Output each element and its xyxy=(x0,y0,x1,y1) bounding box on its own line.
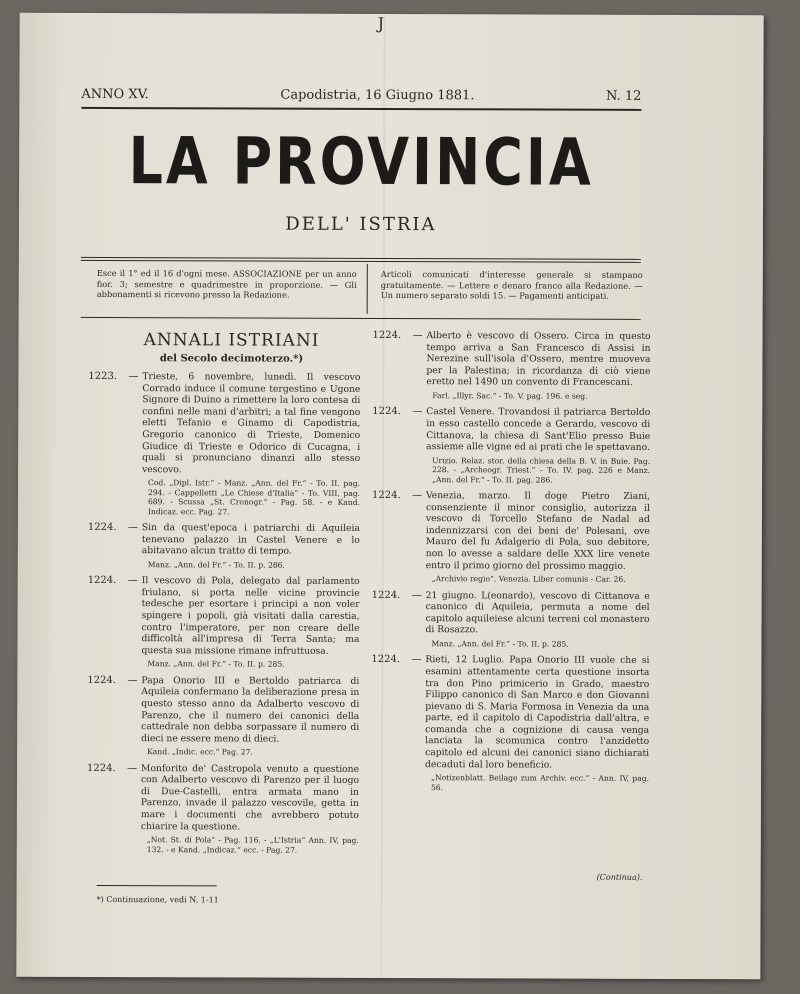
annal-entry xyxy=(372,490,650,585)
entry-source: Manz. „Ann. del Fr.“ - To. II. p. 286. xyxy=(147,559,285,570)
header-rule-top-2 xyxy=(81,260,641,263)
entry-source: Kand. „Indic. ecc.“ Pag. 27. xyxy=(147,747,253,757)
entry-year: 1224. xyxy=(87,521,117,534)
entry-dash: — xyxy=(128,371,139,383)
continued-note: (Continua). xyxy=(596,872,643,882)
entry-dash: — xyxy=(412,330,423,342)
annal-entry xyxy=(372,406,650,485)
annal-entry xyxy=(88,522,360,570)
entry-source: Manz. „Ann. del Fr.“ - To. II. p. 285. xyxy=(431,639,569,649)
entry-year: 1224. xyxy=(371,654,401,666)
entry-source: Farl. „Illyr. Sac.“ - To. V. pag. 196. e seg. xyxy=(432,391,588,401)
newspaper-title: LA PROVINCIA xyxy=(128,123,594,201)
entry-dash: — xyxy=(412,406,423,418)
masthead-rule xyxy=(81,107,641,110)
entry-text: Monforito de' Castropola venuto a questione con Adalberto vescovo di Parenzo per il luogo di Due-Castelli, entra armata mano in Parenzo, invade il palazzo vescovile, getta in mare i documenti che avrebbero potuto chiarire la questione. xyxy=(140,762,360,833)
entry-source: Cod. „Dipl. Istr.“ - Manz. „Ann. del Fr.“ - To. II. pag. 294. - Cappelletti „Le Chiese d'Italia“ - To. VIII, pag. 689. - Scussa „St. Cronogr.“ - Pag. 58. - e Kand. Indicaz. ecc. Pag. 27. xyxy=(147,478,361,517)
section-subtitle: del Secolo decimoterzo.*) xyxy=(159,353,304,365)
entry-dash: — xyxy=(127,575,138,587)
notice-separator xyxy=(367,264,368,314)
entry-source: „Notizenblatt. Beilage zum Archiv. ecc.“ - Ann. IV, pag. 56. xyxy=(430,773,650,792)
entry-source: Urizio. Relaz. stor. della chiesa della B. V. in Buie. Pag. 228. - „Archeogr. Triest.“ - To. IV. pag. 226 e Manz. „Ann. del Fr.“ - To. II. pag. 286. xyxy=(432,455,651,485)
entry-text: Trieste, 6 novembre, lunedì. Il vescovo Corrado induce il comune tergestino e Ugone Signore di Duino a rimettere la loro contesa di confini nelle mani d'arbitri; a tal fine vengono eletti Tefanio e Ginamo di Capodistria, Gregorio canonico di Trieste, Domenico Giudice di Trieste e Odorico di Cucagna, i quali si pronunciano dinanzi allo stesso vescovo. xyxy=(142,371,361,476)
newspaper-subtitle: DELL' ISTRIA xyxy=(285,213,437,236)
annal-entry xyxy=(372,330,650,401)
header-rule-bottom xyxy=(81,317,641,320)
entry-dash: — xyxy=(411,490,423,502)
entry-dash: — xyxy=(411,654,422,666)
entry-text: Alberto è vescovo di Ossero. Circa in questo tempo arriva a San Francesco di Assisi in Nerezine sull'isola d'Ossero, mentre muoveva per la Palestina; in ricordanza di ciò viene eretto nel 1490 un convento di Francescani. xyxy=(426,330,651,389)
entry-source: Manz. „Ann. del Fr.“ - To. II. p. 285. xyxy=(147,659,285,669)
annal-entry xyxy=(87,763,359,855)
entry-year: 1224. xyxy=(371,589,401,601)
issue-year: ANNO XV. xyxy=(81,86,149,103)
left-column xyxy=(87,371,361,861)
entry-year: 1223. xyxy=(88,370,118,383)
masthead-line xyxy=(81,87,641,104)
section-title: ANNALI ISTRIANI xyxy=(143,330,320,351)
annal-entry xyxy=(371,589,649,649)
entry-text: Venezia, marzo. Il doge Pietro Ziani, consenziente il minor consiglio, autorizza il vescovo di Torcello Stefano de Nadal ad indennizzarsi con dei beni de' Polesani, ove Mauro del fu Adalgerio di Pola, suo debitore, non lo avesse a saldare delle XXX lire venete entro il primo giorno del prossimo maggio. xyxy=(425,490,651,572)
entry-year: 1224. xyxy=(372,406,401,418)
entry-text: Castel Venere. Trovandosi il patriarca Bertoldo in esso castello concede a Gerardo, vescovo di Cittanova, la chiesa di Sant'Elio presso Buie assieme alle vigne ed ai prati che le spettavano. xyxy=(426,406,651,454)
newspaper-page xyxy=(16,13,763,980)
entry-dash: — xyxy=(411,589,422,601)
entry-text: Il vescovo di Pola, delegato dal parlamento friulano, si porta nelle vicine provincie tedesche per esortare i principi a non voler spingere i popoli, già visitati dalla carestia, contro l'imperatore, per non creare delle difficoltà all'impresa di Terra Santa; ma questa sua missione rimane infruttuosa. xyxy=(141,575,360,657)
pencil-mark: J xyxy=(377,13,385,33)
footnote-rule xyxy=(97,885,217,886)
entry-text: Papa Onorio III e Bertoldo patriarca di Aquileia confermano la deliberazione presa in questo stesso anno da Adalberto vescovo di Parenzo, che il numero dei canonici della cattedrale non debba sorpassare il numero di dieci ne essere meno di dieci. xyxy=(141,674,360,745)
entry-text: 21 giugno. L(eonardo), vescovo di Cittanova e canonico di Aquileia, permuta a nome del capitolo aquileiese alcuni terreni col monastero di Rosazzo. xyxy=(425,589,650,636)
annal-entry xyxy=(371,654,649,793)
articles-notice: Articoli comunicati d'interesse generale si stampano gratuitamente. — Lettere e denaro franco alla Redazione. — Un numero separato soldi 15. — Pagamenti anticipati. xyxy=(380,268,643,301)
subscription-notice: Esce il 1° ed il 16 d'ogni mese. ASSOCIAZIONE per un anno fior. 3; semestre e quadrimestre in proporzione. — Gli abbonamenti si ricevono presso la Redazione. xyxy=(96,267,357,300)
annal-entry xyxy=(87,675,359,758)
entry-year: 1224. xyxy=(87,762,116,774)
right-column xyxy=(371,330,651,799)
entry-text: Rieti, 12 Luglio. Papa Onorio III vuole che si esamini attentamente certa questione insorta tra don Pino primicerio in Grado, maestro Filippo canonico di San Marco e don Giovanni pievano di S. Maria Formosa in Venezia da una parte, ed il capitolo di Capodistria dall'altra, e comanda che a cognizione di causa venga lanciata la scomunica contro l'anzidetto capitolo ed alcuni dei canonici siano dichiarati decaduti dal loro beneficio. xyxy=(425,654,650,771)
entry-dash: — xyxy=(127,674,138,686)
entry-dash: — xyxy=(127,762,138,774)
entry-source: „Archivio regio“, Venezia. Liber comunis - Car. 26. xyxy=(431,574,626,584)
issue-number: N. 12 xyxy=(606,88,642,104)
entry-dash: — xyxy=(127,522,138,534)
entry-year: 1224. xyxy=(87,575,117,587)
entry-source: „Not. St. di Pola“ - Pag. 116. - „L'Istria“ Ann. IV, pag. 132. - e Kand. „Indicaz.“ ecc. - Pag. 27. xyxy=(146,835,359,855)
entry-year: 1224. xyxy=(87,674,117,686)
entry-text: Sin da quest'epoca i patriarchi di Aquileia tenevano palazzo in Castel Venere e lo abitavano alcun tratto di tempo. xyxy=(141,522,360,557)
place-date: Capodistria, 16 Giugno 1881. xyxy=(280,87,475,104)
annal-entry xyxy=(87,575,359,670)
footnote: *) Continuazione, vedi N. 1-11 xyxy=(96,894,219,905)
entry-year: 1224. xyxy=(372,329,402,342)
annal-entry xyxy=(88,371,361,517)
entry-year: 1224. xyxy=(371,489,401,502)
